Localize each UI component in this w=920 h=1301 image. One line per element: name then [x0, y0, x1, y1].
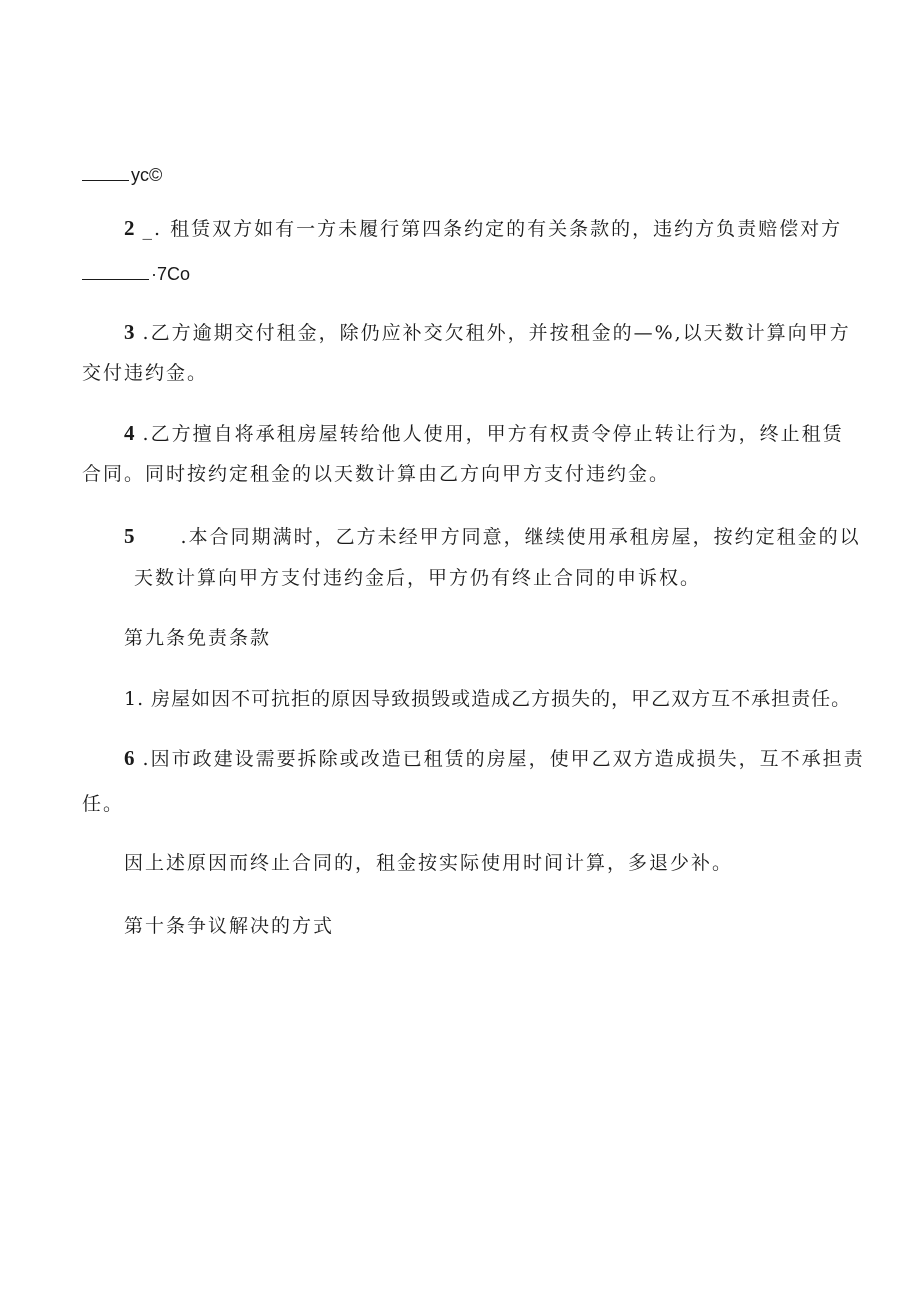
- clause-text: .乙方擅自将承租房屋转给他人使用，甲方有权责令停止转让行为，终止租赁: [142, 423, 844, 445]
- clause-3-continuation: [82, 361, 208, 385]
- clause-text: .乙方逾期交付租金，除仍应补交欠租外，并按租金的—%,以天数计算向甲方: [142, 322, 851, 344]
- clause-5-continuation: [134, 566, 701, 590]
- clause-number: 6: [124, 746, 135, 770]
- line-text: 天数计算向甲方支付违约金后，甲方仍有终止合同的申诉权。: [134, 567, 702, 589]
- clause-number: 4: [124, 421, 135, 445]
- clause-number: 5: [124, 524, 135, 548]
- line-text: 交付违约金。: [82, 362, 209, 384]
- section-9-item-1: [124, 687, 851, 711]
- line-continuation-2: [82, 262, 190, 286]
- termination-note: [124, 851, 733, 875]
- clause-6: [124, 746, 865, 771]
- line-text: yc©: [131, 165, 163, 185]
- clause-6-continuation: [82, 792, 124, 816]
- line-continuation-1: [82, 163, 162, 187]
- line-text: 合同。同时按约定租金的以天数计算由乙方向甲方支付违约金。: [82, 463, 671, 485]
- clause-text: .本合同期满时，乙方未经甲方同意，继续使用承租房屋，按约定租金的以: [180, 526, 861, 548]
- line-text: ·7Co: [151, 264, 191, 284]
- line-text: 因上述原因而终止合同的，租金按实际使用时间计算，多退少补。: [124, 852, 734, 874]
- line-text: 任。: [82, 793, 125, 815]
- clause-2: [124, 216, 842, 241]
- clause-3: [124, 320, 851, 345]
- clause-4: [124, 421, 844, 446]
- clause-text: _. 租赁双方如有一方未履行第四条约定的有关条款的，违约方负责赔偿对方: [142, 218, 843, 240]
- heading-text: 第十条争议解决的方式: [124, 915, 335, 937]
- underline-blank: [82, 278, 149, 280]
- section-10-heading: [124, 914, 334, 938]
- clause-4-continuation: [82, 462, 670, 486]
- line-text: 1. 房屋如因不可抗拒的原因导致损毁或造成乙方损失的，甲乙双方互不承担责任。: [124, 688, 852, 710]
- underline-blank: [82, 179, 129, 181]
- clause-number: 3: [124, 320, 135, 344]
- clause-number: 2: [124, 216, 135, 240]
- clause-5: [124, 524, 861, 549]
- heading-text: 第九条免责条款: [124, 627, 272, 649]
- clause-text: .因市政建设需要拆除或改造已租赁的房屋，使甲乙双方造成损失，互不承担责: [142, 748, 865, 770]
- section-9-heading: [124, 626, 271, 650]
